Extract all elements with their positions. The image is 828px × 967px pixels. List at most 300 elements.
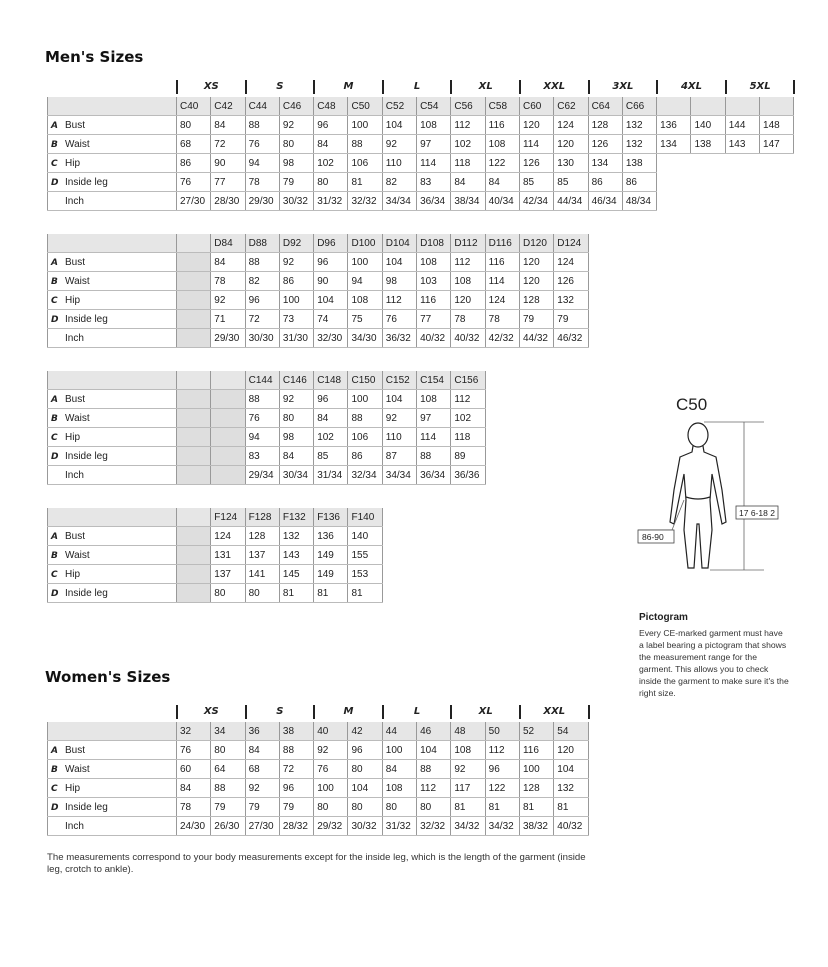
value-cell: 114 <box>417 428 451 447</box>
value-cell: 116 <box>485 116 519 135</box>
empty-cell <box>211 428 245 447</box>
blank-cell <box>657 192 691 211</box>
value-cell: 120 <box>554 135 588 154</box>
measure-label: Hip <box>65 431 81 443</box>
table-row <box>48 409 486 428</box>
value-cell: 104 <box>382 253 416 272</box>
value-cell: 153 <box>348 565 382 584</box>
value-cell: 31/30 <box>279 329 313 348</box>
value-cell: 108 <box>348 291 382 310</box>
size-group-label <box>245 705 314 719</box>
value-cell: 42/34 <box>519 192 553 211</box>
blank-cell <box>691 173 725 192</box>
value-cell: 80 <box>211 584 245 603</box>
measure-letter: D <box>51 451 59 462</box>
value-cell: 86 <box>588 173 622 192</box>
size-header-cell: C62 <box>554 97 588 116</box>
value-cell: 82 <box>382 173 416 192</box>
measure-label: Inch <box>65 820 84 832</box>
value-cell: 84 <box>211 253 245 272</box>
value-cell: 32/30 <box>314 329 348 348</box>
value-cell: 27/30 <box>245 817 279 836</box>
value-cell: 77 <box>211 173 245 192</box>
value-cell: 81 <box>279 584 313 603</box>
value-cell: 94 <box>348 272 382 291</box>
measurement-footnote: The measurements correspond to your body measurements except for the inside leg, which is the length of the garment (inside leg, crotch to ankle). <box>47 852 586 875</box>
size-group-text: L <box>413 706 421 717</box>
value-cell: 79 <box>211 798 245 817</box>
value-cell: 73 <box>279 310 313 329</box>
value-cell: 31/32 <box>382 817 416 836</box>
size-group-label <box>382 705 451 719</box>
measure-letter: C <box>51 783 58 794</box>
value-cell: 29/34 <box>245 466 279 485</box>
value-cell: 78 <box>485 310 519 329</box>
value-cell: 126 <box>519 154 553 173</box>
value-cell: 102 <box>451 409 485 428</box>
size-header-cell: C50 <box>348 97 382 116</box>
empty-cell <box>177 409 211 428</box>
value-cell: 143 <box>725 135 759 154</box>
value-cell: 148 <box>760 116 794 135</box>
measure-label-cell <box>48 253 177 272</box>
value-cell: 88 <box>417 447 451 466</box>
value-cell: 98 <box>382 272 416 291</box>
table-row <box>48 565 383 584</box>
size-header-cell: D104 <box>382 234 416 253</box>
value-cell: 36/34 <box>417 192 451 211</box>
value-cell: 40/32 <box>451 329 485 348</box>
size-group-text: XXL <box>543 706 566 717</box>
value-cell: 108 <box>382 779 416 798</box>
measure-letter: B <box>51 550 58 561</box>
value-cell: 77 <box>417 310 451 329</box>
value-cell: 84 <box>485 173 519 192</box>
empty-cell <box>177 447 211 466</box>
value-cell: 130 <box>554 154 588 173</box>
blank-cell <box>657 154 691 173</box>
value-cell: 97 <box>417 135 451 154</box>
value-cell: 104 <box>382 390 416 409</box>
empty-cell <box>211 466 245 485</box>
size-group-label <box>656 80 725 94</box>
header-label-cell <box>48 722 177 741</box>
size-header-cell: C154 <box>417 371 451 390</box>
value-cell: 31/34 <box>314 466 348 485</box>
value-cell: 138 <box>691 135 725 154</box>
value-cell: 89 <box>451 447 485 466</box>
measure-label-cell <box>48 779 177 798</box>
value-cell: 80 <box>382 798 416 817</box>
measure-label-cell <box>48 428 177 447</box>
pictogram-size-label: C50 <box>676 395 708 414</box>
size-header-cell: C54 <box>417 97 451 116</box>
size-header-cell <box>691 97 725 116</box>
pictogram-description: Every CE-marked garment must have a label bearing a pictogram that shows the measurement range for the garment. This allows you to check inside the garment to make sure it's the right size. <box>639 628 789 698</box>
size-group-text: 3XL <box>612 81 634 92</box>
size-header-cell: 40 <box>314 722 348 741</box>
value-cell: 76 <box>177 173 211 192</box>
value-cell: 26/30 <box>211 817 245 836</box>
value-cell: 100 <box>348 253 382 272</box>
empty-cell <box>211 390 245 409</box>
value-cell: 92 <box>382 409 416 428</box>
value-cell: 72 <box>279 760 313 779</box>
size-header-cell: D112 <box>451 234 485 253</box>
header-label-cell <box>48 371 177 390</box>
value-cell: 48/34 <box>622 192 656 211</box>
value-cell: 79 <box>279 798 313 817</box>
table-row <box>48 310 589 329</box>
value-cell: 30/32 <box>279 192 313 211</box>
measure-label-cell <box>48 192 177 211</box>
value-cell: 97 <box>417 409 451 428</box>
value-cell: 104 <box>554 760 588 779</box>
empty-cell <box>211 447 245 466</box>
measure-label: Inside leg <box>65 801 108 813</box>
value-cell: 120 <box>519 253 553 272</box>
value-cell: 34/32 <box>451 817 485 836</box>
table-row <box>48 135 794 154</box>
value-cell: 144 <box>725 116 759 135</box>
value-cell: 104 <box>348 779 382 798</box>
value-cell: 75 <box>348 310 382 329</box>
size-header-cell: C144 <box>245 371 279 390</box>
table-row <box>48 390 486 409</box>
measure-label-cell <box>48 409 177 428</box>
measure-label: Waist <box>65 138 90 150</box>
size-header-cell: D124 <box>554 234 588 253</box>
measure-letter: B <box>51 413 58 424</box>
value-cell: 100 <box>519 760 553 779</box>
value-cell: 96 <box>348 741 382 760</box>
empty-cell <box>177 565 211 584</box>
value-cell: 126 <box>588 135 622 154</box>
size-group-text: L <box>413 81 421 92</box>
header-empty-cell <box>177 508 211 527</box>
measure-letter: B <box>51 276 58 287</box>
empty-cell <box>177 546 211 565</box>
value-cell: 79 <box>519 310 553 329</box>
value-cell: 128 <box>588 116 622 135</box>
table-header-row <box>48 722 589 741</box>
value-cell: 116 <box>519 741 553 760</box>
table-row <box>48 291 589 310</box>
value-cell: 136 <box>657 116 691 135</box>
value-cell: 104 <box>314 291 348 310</box>
size-header-cell: F136 <box>314 508 348 527</box>
measure-label: Waist <box>65 763 90 775</box>
value-cell: 128 <box>245 527 279 546</box>
measure-letter: A <box>51 745 58 756</box>
measure-label: Inch <box>65 469 84 481</box>
value-cell: 83 <box>245 447 279 466</box>
measure-label: Hip <box>65 157 81 169</box>
value-cell: 124 <box>485 291 519 310</box>
value-cell: 84 <box>211 116 245 135</box>
value-cell: 96 <box>279 779 313 798</box>
value-cell: 96 <box>314 116 348 135</box>
measure-label-cell <box>48 310 177 329</box>
measure-label: Inside leg <box>65 176 108 188</box>
value-cell: 155 <box>348 546 382 565</box>
blank-cell <box>725 154 759 173</box>
size-header-cell: F140 <box>348 508 382 527</box>
table-row <box>48 272 589 291</box>
value-cell: 64 <box>211 760 245 779</box>
size-header-cell: C152 <box>382 371 416 390</box>
value-cell: 79 <box>279 173 313 192</box>
value-cell: 42/32 <box>485 329 519 348</box>
value-cell: 83 <box>417 173 451 192</box>
table-header-row <box>48 508 383 527</box>
measure-label: Inside leg <box>65 450 108 462</box>
measure-letter: D <box>51 177 59 188</box>
size-header-cell: 54 <box>554 722 588 741</box>
measure-letter: B <box>51 764 58 775</box>
size-header-cell: 34 <box>211 722 245 741</box>
value-cell: 36/32 <box>382 329 416 348</box>
measure-letter: D <box>51 802 59 813</box>
value-cell: 122 <box>485 779 519 798</box>
value-cell: 80 <box>417 798 451 817</box>
measure-label-cell <box>48 466 177 485</box>
measure-label-cell <box>48 565 177 584</box>
header-label-cell <box>48 508 177 527</box>
value-cell: 88 <box>211 779 245 798</box>
measure-label-cell <box>48 329 177 348</box>
value-cell: 108 <box>451 741 485 760</box>
person-icon <box>670 423 726 568</box>
value-cell: 96 <box>485 760 519 779</box>
value-cell: 147 <box>760 135 794 154</box>
measure-label-cell <box>48 154 177 173</box>
value-cell: 92 <box>314 741 348 760</box>
size-group-text: XS <box>203 706 219 717</box>
value-cell: 90 <box>314 272 348 291</box>
measure-label: Hip <box>65 568 81 580</box>
size-header-cell: F128 <box>245 508 279 527</box>
size-group-text: S <box>276 706 284 717</box>
size-header-cell: D108 <box>417 234 451 253</box>
value-cell: 106 <box>348 154 382 173</box>
value-cell: 118 <box>451 428 485 447</box>
value-cell: 30/34 <box>279 466 313 485</box>
value-cell: 92 <box>451 760 485 779</box>
size-header-cell: C148 <box>314 371 348 390</box>
measure-letter: B <box>51 139 58 150</box>
value-cell: 44/34 <box>554 192 588 211</box>
measure-letter: C <box>51 158 58 169</box>
header-label-cell <box>48 234 177 253</box>
blank-cell <box>760 154 794 173</box>
value-cell: 29/32 <box>314 817 348 836</box>
size-group-text: 4XL <box>680 81 702 92</box>
value-cell: 102 <box>451 135 485 154</box>
size-group-label <box>382 80 451 94</box>
table-row <box>48 173 794 192</box>
value-cell: 68 <box>245 760 279 779</box>
value-cell: 78 <box>245 173 279 192</box>
header-empty-cell <box>177 234 211 253</box>
value-cell: 102 <box>314 154 348 173</box>
value-cell: 86 <box>622 173 656 192</box>
value-cell: 98 <box>279 428 313 447</box>
value-cell: 32/32 <box>348 192 382 211</box>
value-cell: 40/34 <box>485 192 519 211</box>
value-cell: 34/34 <box>382 192 416 211</box>
value-cell: 24/30 <box>177 817 211 836</box>
value-cell: 76 <box>382 310 416 329</box>
value-cell: 104 <box>382 116 416 135</box>
value-cell: 106 <box>348 428 382 447</box>
value-cell: 138 <box>622 154 656 173</box>
size-header-cell: C150 <box>348 371 382 390</box>
value-cell: 82 <box>245 272 279 291</box>
size-header-cell <box>760 97 794 116</box>
value-cell: 114 <box>485 272 519 291</box>
table-row <box>48 546 383 565</box>
value-cell: 141 <box>245 565 279 584</box>
value-cell: 140 <box>691 116 725 135</box>
value-cell: 128 <box>519 779 553 798</box>
size-group-text: XL <box>478 81 493 92</box>
value-cell: 84 <box>177 779 211 798</box>
value-cell: 76 <box>177 741 211 760</box>
value-cell: 116 <box>417 291 451 310</box>
value-cell: 84 <box>279 447 313 466</box>
value-cell: 100 <box>314 779 348 798</box>
value-cell: 76 <box>245 409 279 428</box>
table-row <box>48 428 486 447</box>
size-header-cell: C56 <box>451 97 485 116</box>
value-cell: 108 <box>417 116 451 135</box>
value-cell: 124 <box>554 253 588 272</box>
measure-label: Waist <box>65 549 90 561</box>
value-cell: 96 <box>245 291 279 310</box>
size-header-cell: 52 <box>519 722 553 741</box>
size-group-label <box>176 80 245 94</box>
value-cell: 120 <box>519 116 553 135</box>
table-row <box>48 447 486 466</box>
mens-size-table-c <box>47 97 794 211</box>
value-cell: 31/32 <box>314 192 348 211</box>
value-cell: 29/30 <box>245 192 279 211</box>
pictogram-figure <box>636 390 781 575</box>
value-cell: 120 <box>451 291 485 310</box>
value-cell: 131 <box>211 546 245 565</box>
value-cell: 88 <box>245 390 279 409</box>
value-cell: 96 <box>314 253 348 272</box>
empty-cell <box>177 390 211 409</box>
measure-label: Waist <box>65 275 90 287</box>
table-row <box>48 817 589 836</box>
value-cell: 38/34 <box>451 192 485 211</box>
table-header-row <box>48 97 794 116</box>
value-cell: 87 <box>382 447 416 466</box>
value-cell: 72 <box>211 135 245 154</box>
header-label-cell <box>48 97 177 116</box>
empty-cell <box>177 310 211 329</box>
value-cell: 86 <box>279 272 313 291</box>
size-group-label <box>313 705 382 719</box>
value-cell: 92 <box>211 291 245 310</box>
size-header-cell: C46 <box>279 97 313 116</box>
table-row <box>48 329 589 348</box>
measure-label-cell <box>48 546 177 565</box>
size-group-label <box>519 80 588 94</box>
value-cell: 80 <box>314 798 348 817</box>
measure-label-cell <box>48 272 177 291</box>
value-cell: 122 <box>485 154 519 173</box>
value-cell: 84 <box>314 409 348 428</box>
value-cell: 76 <box>245 135 279 154</box>
value-cell: 108 <box>417 253 451 272</box>
value-cell: 38/32 <box>519 817 553 836</box>
value-cell: 103 <box>417 272 451 291</box>
measure-letter: C <box>51 569 58 580</box>
value-cell: 32/34 <box>348 466 382 485</box>
value-cell: 27/30 <box>177 192 211 211</box>
empty-cell <box>177 291 211 310</box>
empty-cell <box>177 428 211 447</box>
value-cell: 124 <box>554 116 588 135</box>
value-cell: 71 <box>211 310 245 329</box>
value-cell: 88 <box>245 253 279 272</box>
measure-label: Bust <box>65 119 86 131</box>
value-cell: 85 <box>519 173 553 192</box>
womens-sizes-title: Women's Sizes <box>45 668 171 686</box>
value-cell: 92 <box>245 779 279 798</box>
empty-cell <box>211 409 245 428</box>
value-cell: 81 <box>554 798 588 817</box>
size-header-cell: C60 <box>519 97 553 116</box>
mens-sizes-title: Men's Sizes <box>45 48 144 66</box>
womens-size-table <box>47 722 589 836</box>
size-header-cell: 48 <box>451 722 485 741</box>
table-row <box>48 584 383 603</box>
table-row <box>48 116 794 135</box>
table-row <box>48 253 589 272</box>
measure-label: Bust <box>65 744 86 756</box>
size-group-text: XS <box>203 81 219 92</box>
measure-label: Bust <box>65 530 86 542</box>
measure-label: Inside leg <box>65 313 108 325</box>
value-cell: 108 <box>485 135 519 154</box>
measure-letter: A <box>51 531 58 542</box>
value-cell: 108 <box>451 272 485 291</box>
size-header-cell: D96 <box>314 234 348 253</box>
value-cell: 134 <box>588 154 622 173</box>
value-cell: 60 <box>177 760 211 779</box>
size-group-label <box>450 80 519 94</box>
size-header-cell: D88 <box>245 234 279 253</box>
value-cell: 84 <box>245 741 279 760</box>
table-row <box>48 798 589 817</box>
value-cell: 132 <box>554 779 588 798</box>
value-cell: 92 <box>279 253 313 272</box>
value-cell: 32/32 <box>417 817 451 836</box>
value-cell: 110 <box>382 428 416 447</box>
blank-cell <box>691 154 725 173</box>
mens-size-table-d <box>47 234 589 348</box>
value-cell: 78 <box>177 798 211 817</box>
size-group-label <box>725 80 796 94</box>
measure-label: Hip <box>65 782 81 794</box>
measure-label-cell <box>48 135 177 154</box>
value-cell: 79 <box>554 310 588 329</box>
value-cell: 80 <box>211 741 245 760</box>
